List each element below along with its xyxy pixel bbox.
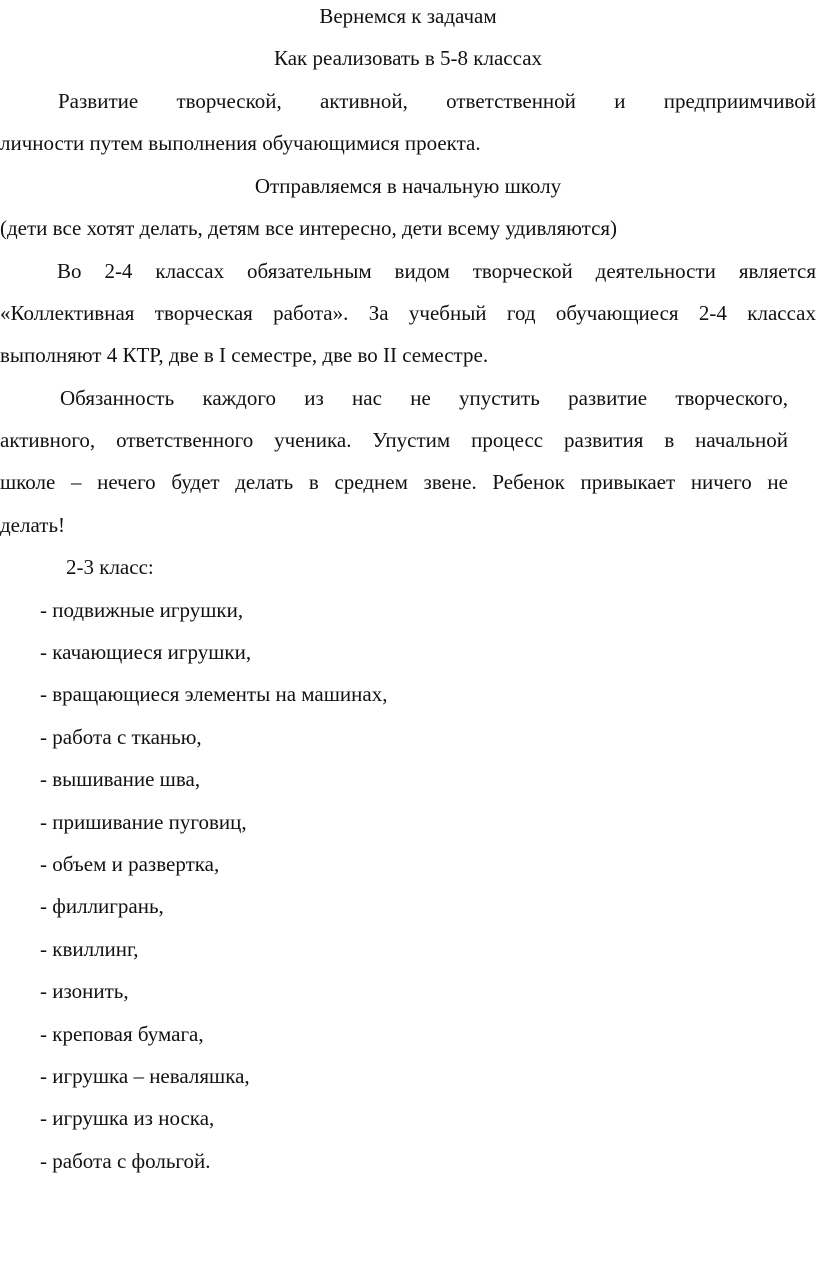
class-label: 2-3 класс: bbox=[66, 555, 154, 579]
paragraph1-line1: Развитие творческой, активной, ответственной и предприимчивой bbox=[58, 89, 816, 113]
list-item: - подвижные игрушки, bbox=[40, 598, 244, 622]
list-item: - объем и развертка, bbox=[40, 852, 220, 876]
section-heading: Отправляемся в начальную школу bbox=[254, 174, 562, 198]
list-item: - филлигрань, bbox=[40, 894, 164, 918]
list-item: - работа с фольгой. bbox=[40, 1149, 211, 1173]
paragraph3-line4: делать! bbox=[0, 513, 66, 537]
list-item: - квиллинг, bbox=[40, 937, 139, 961]
paragraph3-line3: школе – нечего будет делать в среднем звене. Ребенок привыкает ничего не bbox=[0, 470, 788, 494]
paragraph3-line1: Обязанность каждого из нас не упустить развитие творческого, bbox=[60, 386, 788, 410]
list-item: - изонить, bbox=[40, 979, 129, 1003]
paragraph2-line3: выполняют 4 КТР, две в I семестре, две во II семестре. bbox=[0, 343, 489, 367]
list-item: - игрушка – неваляшка, bbox=[40, 1064, 250, 1088]
note-text: (дети все хотят делать, детям все интересно, дети всему удивляются) bbox=[0, 216, 618, 240]
list-item: - пришивание пуговиц, bbox=[40, 810, 247, 834]
document-subtitle: Как реализовать в 5-8 классах bbox=[273, 46, 543, 70]
paragraph2-line2: «Коллективная творческая работа». За учебный год обучающиеся 2-4 классах bbox=[0, 301, 816, 325]
document-title: Вернемся к задачам bbox=[319, 4, 497, 28]
paragraph2-line1: Во 2-4 классах обязательным видом творческой деятельности является bbox=[57, 259, 816, 283]
list-item: - качающиеся игрушки, bbox=[40, 640, 252, 664]
paragraph1-line2: личности путем выполнения обучающимися проекта. bbox=[0, 131, 481, 155]
list-item: - вышивание шва, bbox=[40, 767, 201, 791]
list-item: - вращающиеся элементы на машинах, bbox=[40, 682, 388, 706]
list-item: - креповая бумага, bbox=[40, 1022, 204, 1046]
paragraph3-line2: активного, ответственного ученика. Упустим процесс развития в начальной bbox=[0, 428, 788, 452]
list-item: - игрушка из носка, bbox=[40, 1106, 215, 1130]
list-item: - работа с тканью, bbox=[40, 725, 202, 749]
